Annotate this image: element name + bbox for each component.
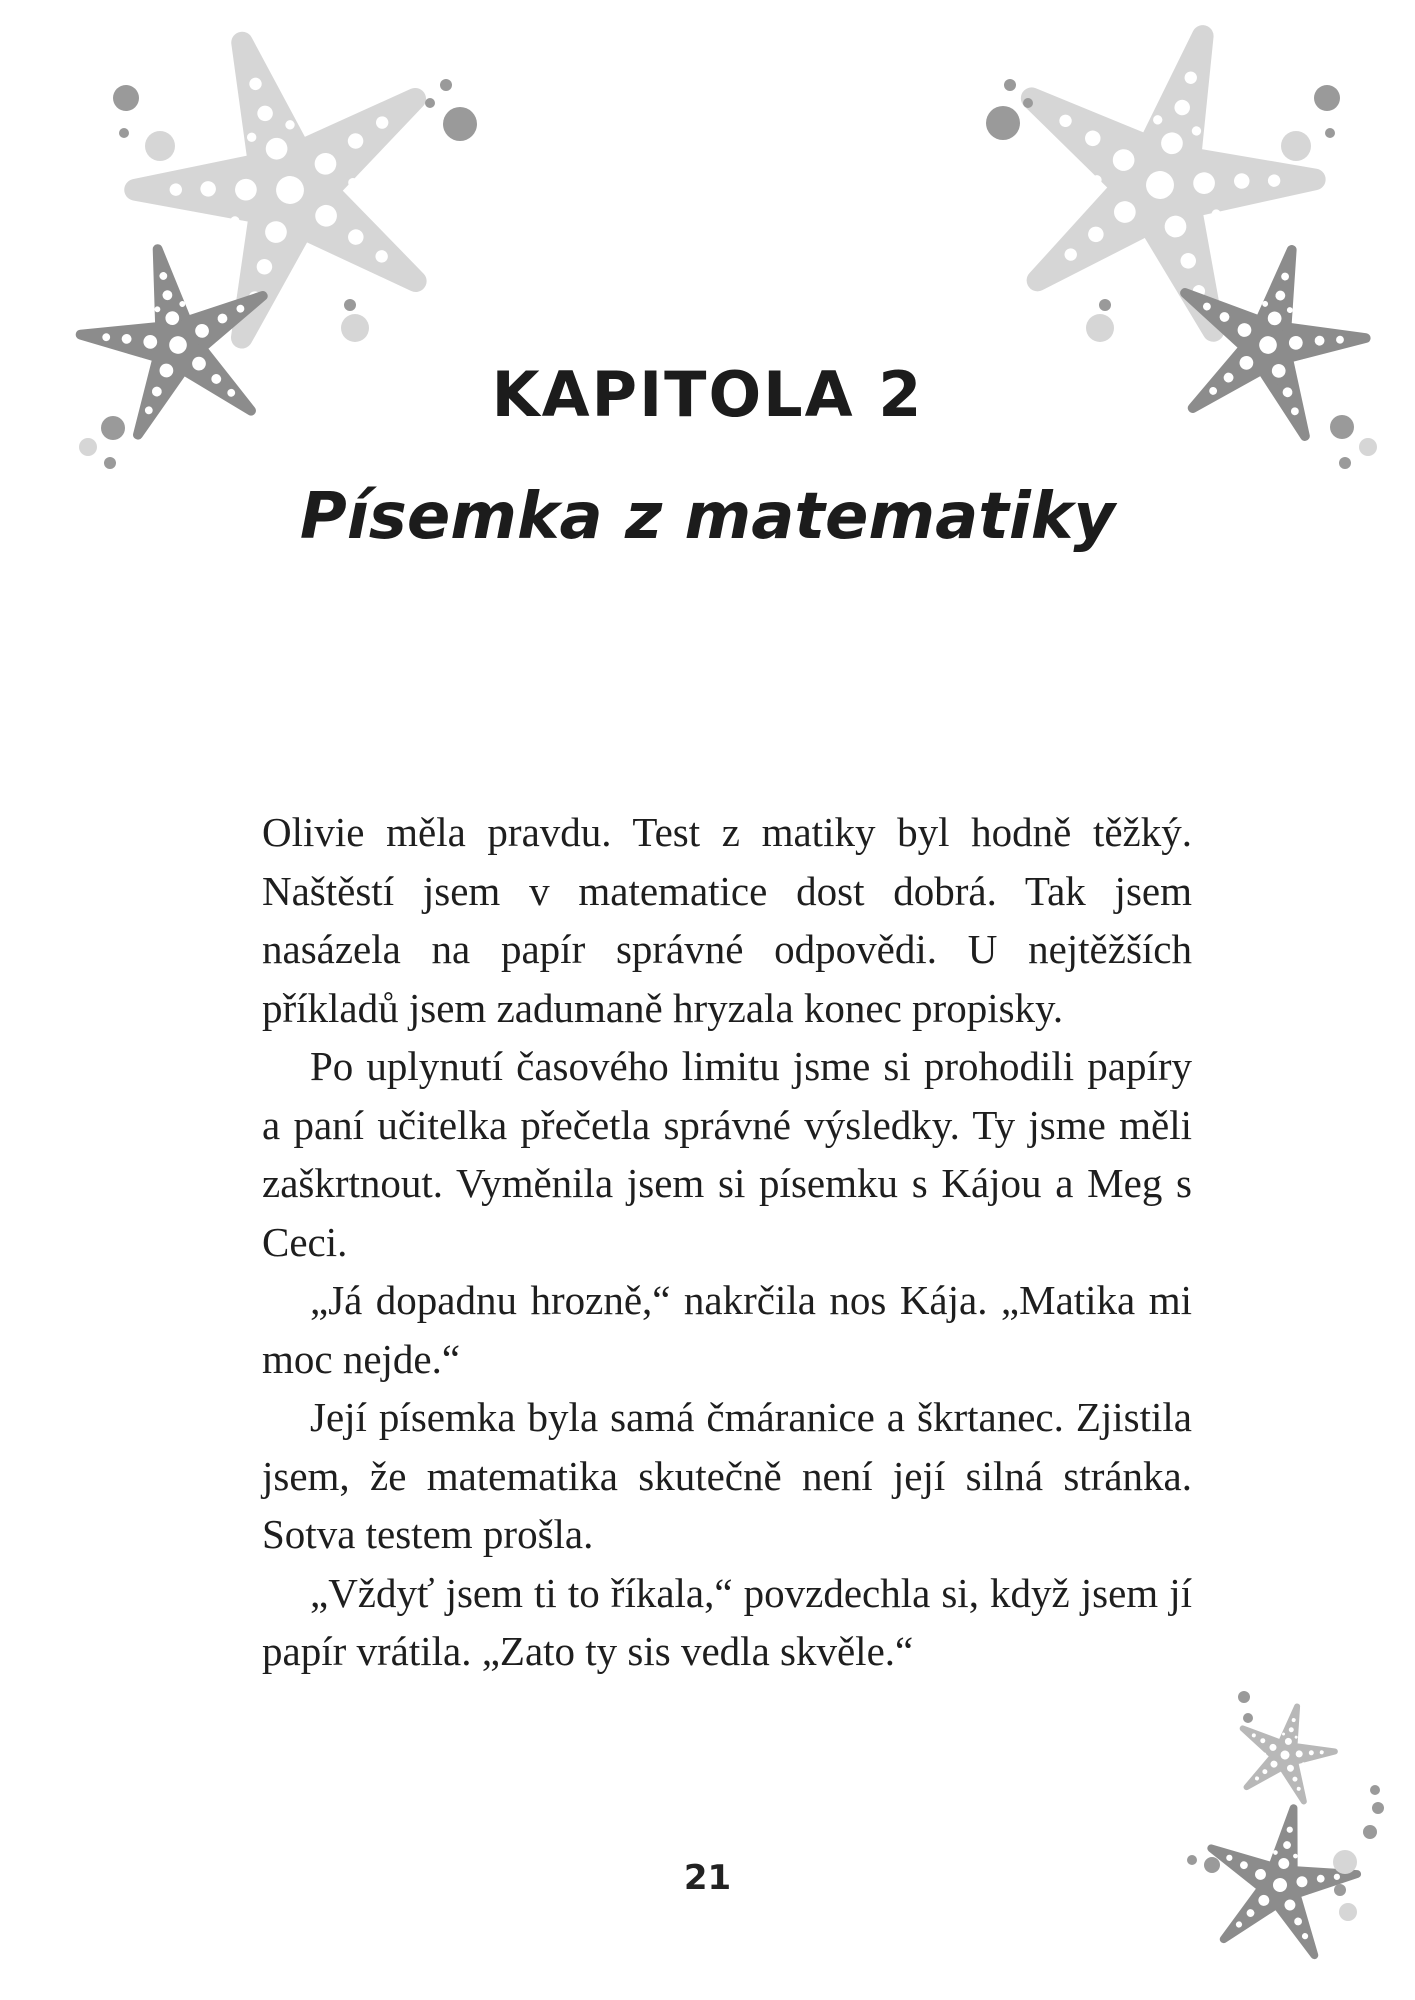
chapter-title: Písemka z matematiky xyxy=(299,480,1116,554)
paragraph: „Já dopadnu hrozně,“ nakrčila nos Kája. „Matika mi moc nejde.“ xyxy=(262,1277,1192,1382)
paragraph: Olivie měla pravdu. Test z matiky byl hodně těžký. Naštěstí jsem v matematice dost dobrá. Tak jsem nasázela na papír správné odpovědi. U nejtěžších příkladů jsem zadumaně hryzala konec propisky. xyxy=(262,809,1192,1031)
page-number: 21 xyxy=(683,1858,732,1898)
starfish-icon xyxy=(1229,1695,1343,1806)
body-text xyxy=(262,803,1192,1681)
paragraph: Po uplynutí časového limitu jsme si prohodili papíry a paní učitelka přečetla správné výsledky. Ty jsme měli zaškrtnout. Vyměnila jsem si písemku s Kájou a Meg s Ceci. xyxy=(262,1043,1192,1265)
paragraph: „Vždyť jsem ti to říkala,“ povzdechla si, když jsem jí papír vrátila. „Zato ty sis vedla skvěle.“ xyxy=(262,1569,1192,1674)
chapter-label: KAPITOLA 2 xyxy=(491,358,924,431)
paragraph: Její písemka byla samá čmáranice a škrtanec. Zjistila jsem, že matematika skutečně není její silná stránka. Sotva testem prošla. xyxy=(262,1394,1192,1557)
